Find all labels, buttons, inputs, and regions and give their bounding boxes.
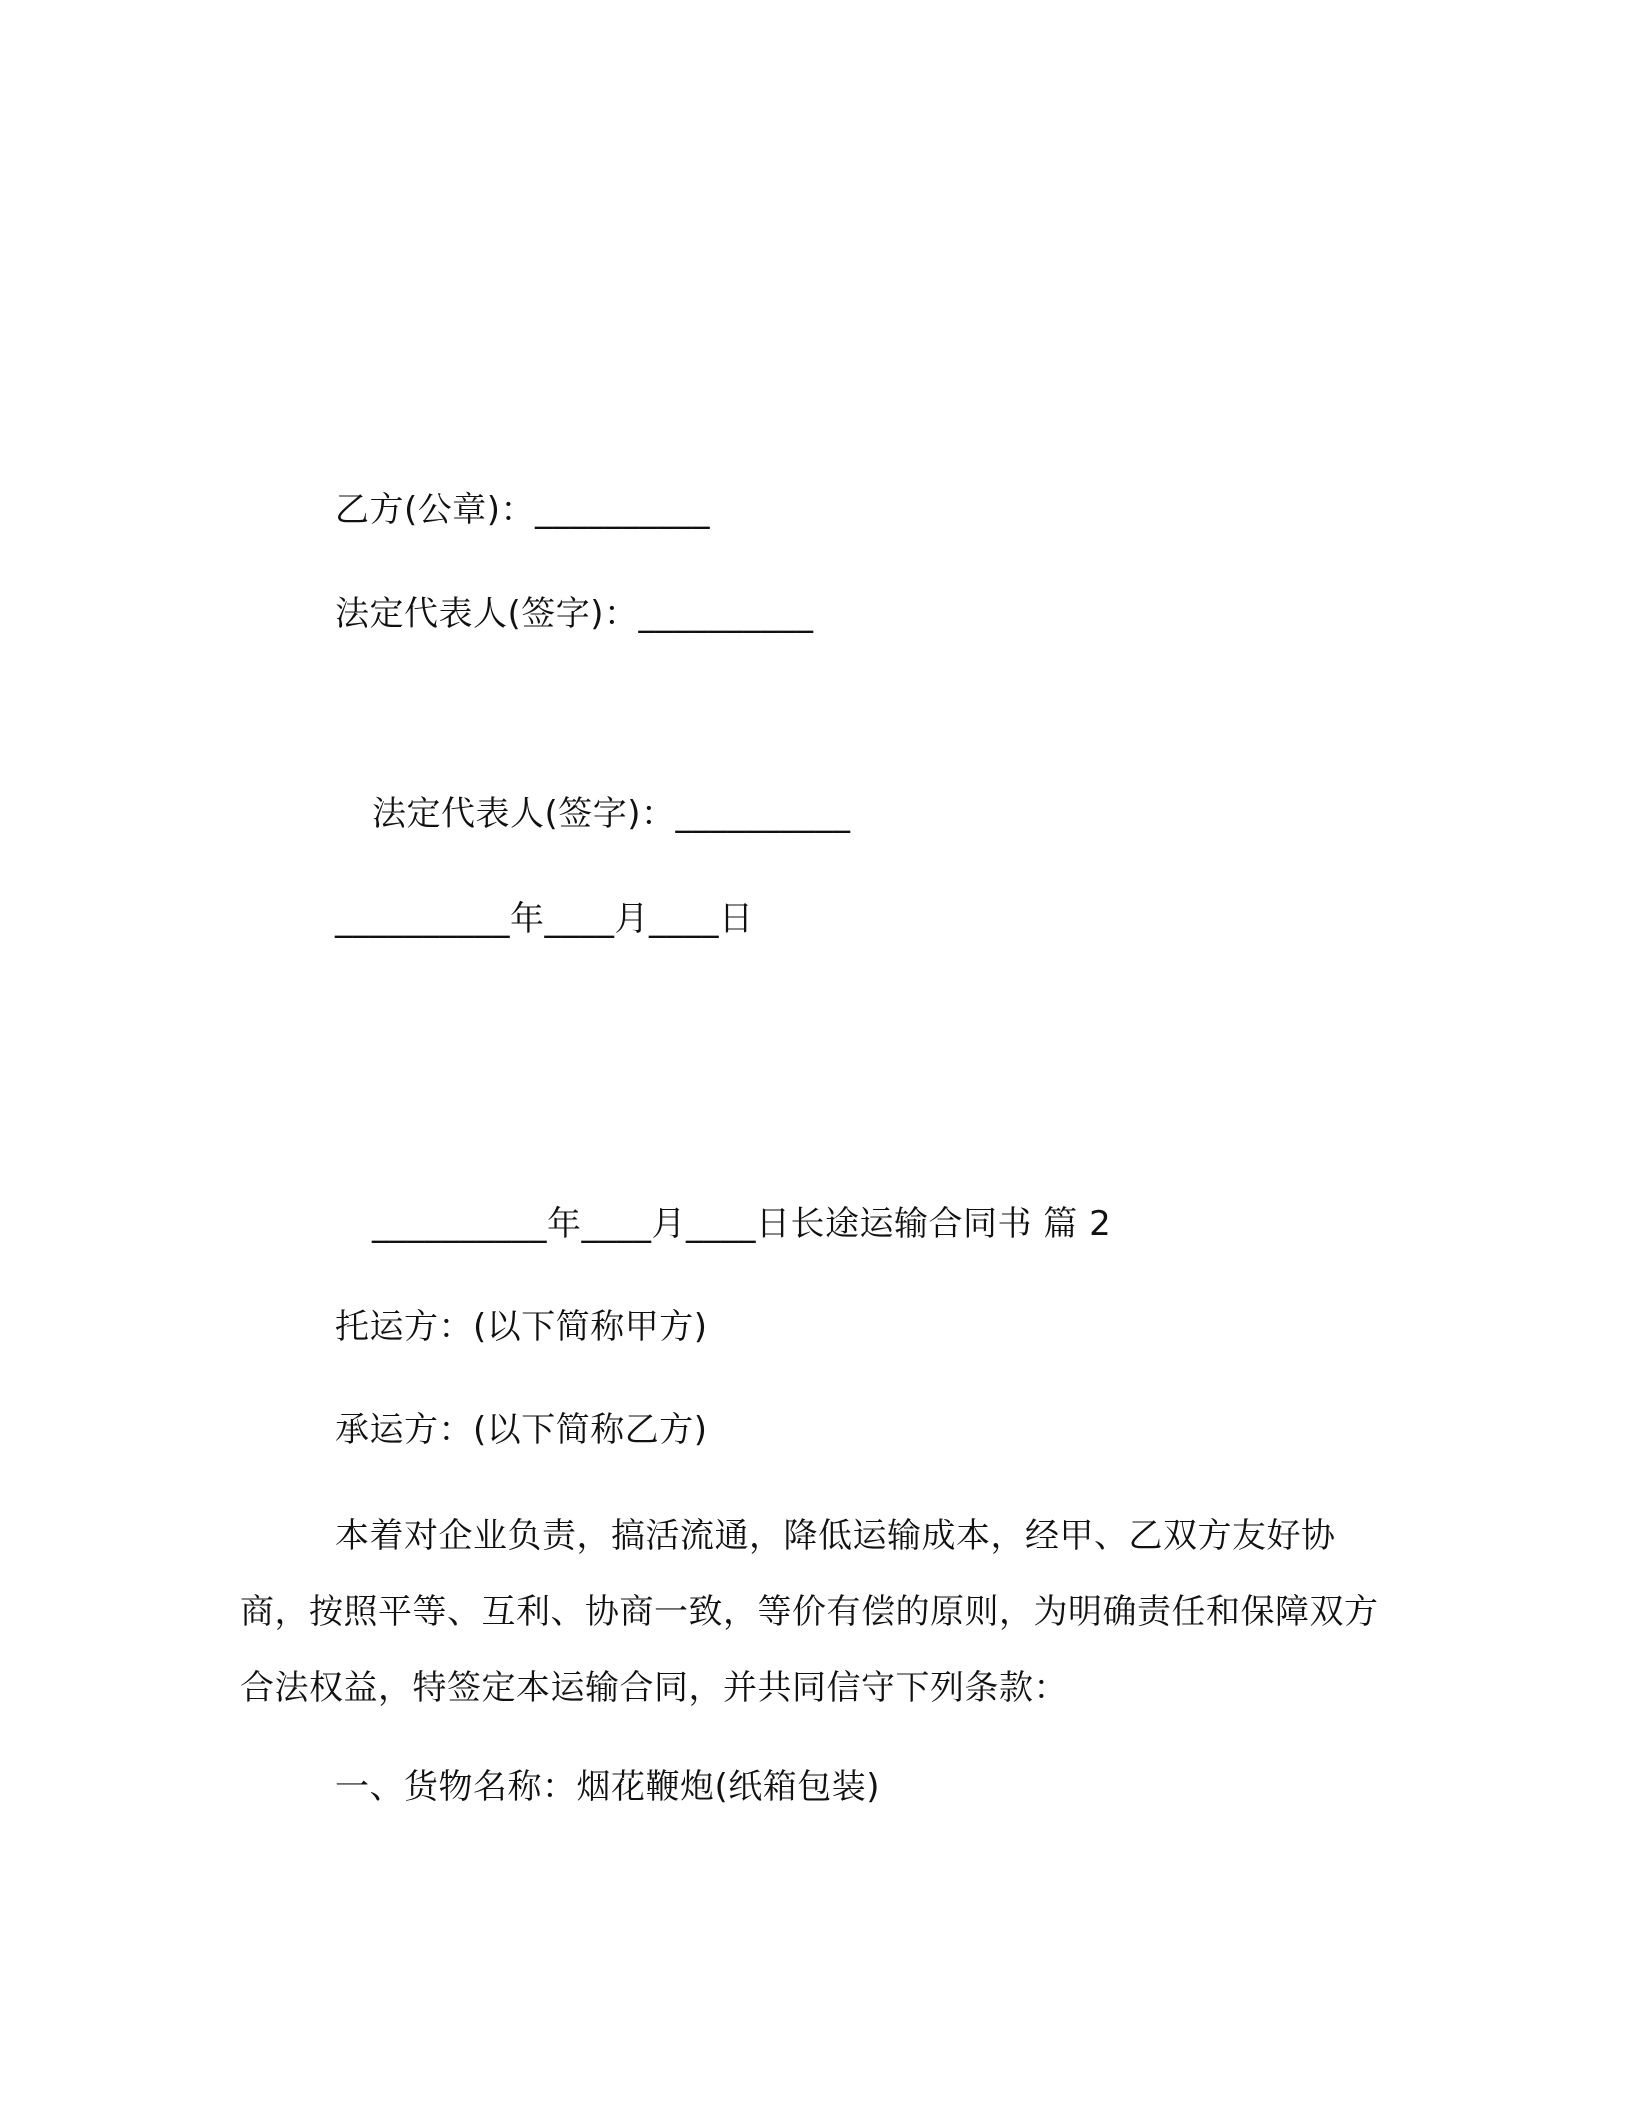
party-b-seal-line: 乙方(公章)：__________ [335, 490, 711, 530]
preamble-paragraph: 本着对企业负责，搞活流通，降低运输成本，经甲、乙双方友好协商，按照平等、互利、协商一致，等价有偿的原则，为明确责任和保障双方合法权益，特签定本运输合同，并共同信守下列条款： [240, 1516, 1379, 1708]
section-title: __________年____月____日长途运输合同书 篇 2 [372, 1204, 1112, 1244]
carrier-line: 承运方：(以下简称乙方) [335, 1410, 708, 1450]
legal-rep-signature-line-indented: 法定代表人(签字)：__________ [372, 794, 851, 834]
consignor-line: 托运方：(以下简称甲方) [335, 1307, 708, 1347]
legal-rep-signature-line: 法定代表人(签字)：__________ [335, 594, 814, 634]
clause-1-goods-name: 一、货物名称：烟花鞭炮(纸箱包装) [335, 1767, 881, 1807]
date-line: __________年____月____日 [335, 899, 754, 939]
